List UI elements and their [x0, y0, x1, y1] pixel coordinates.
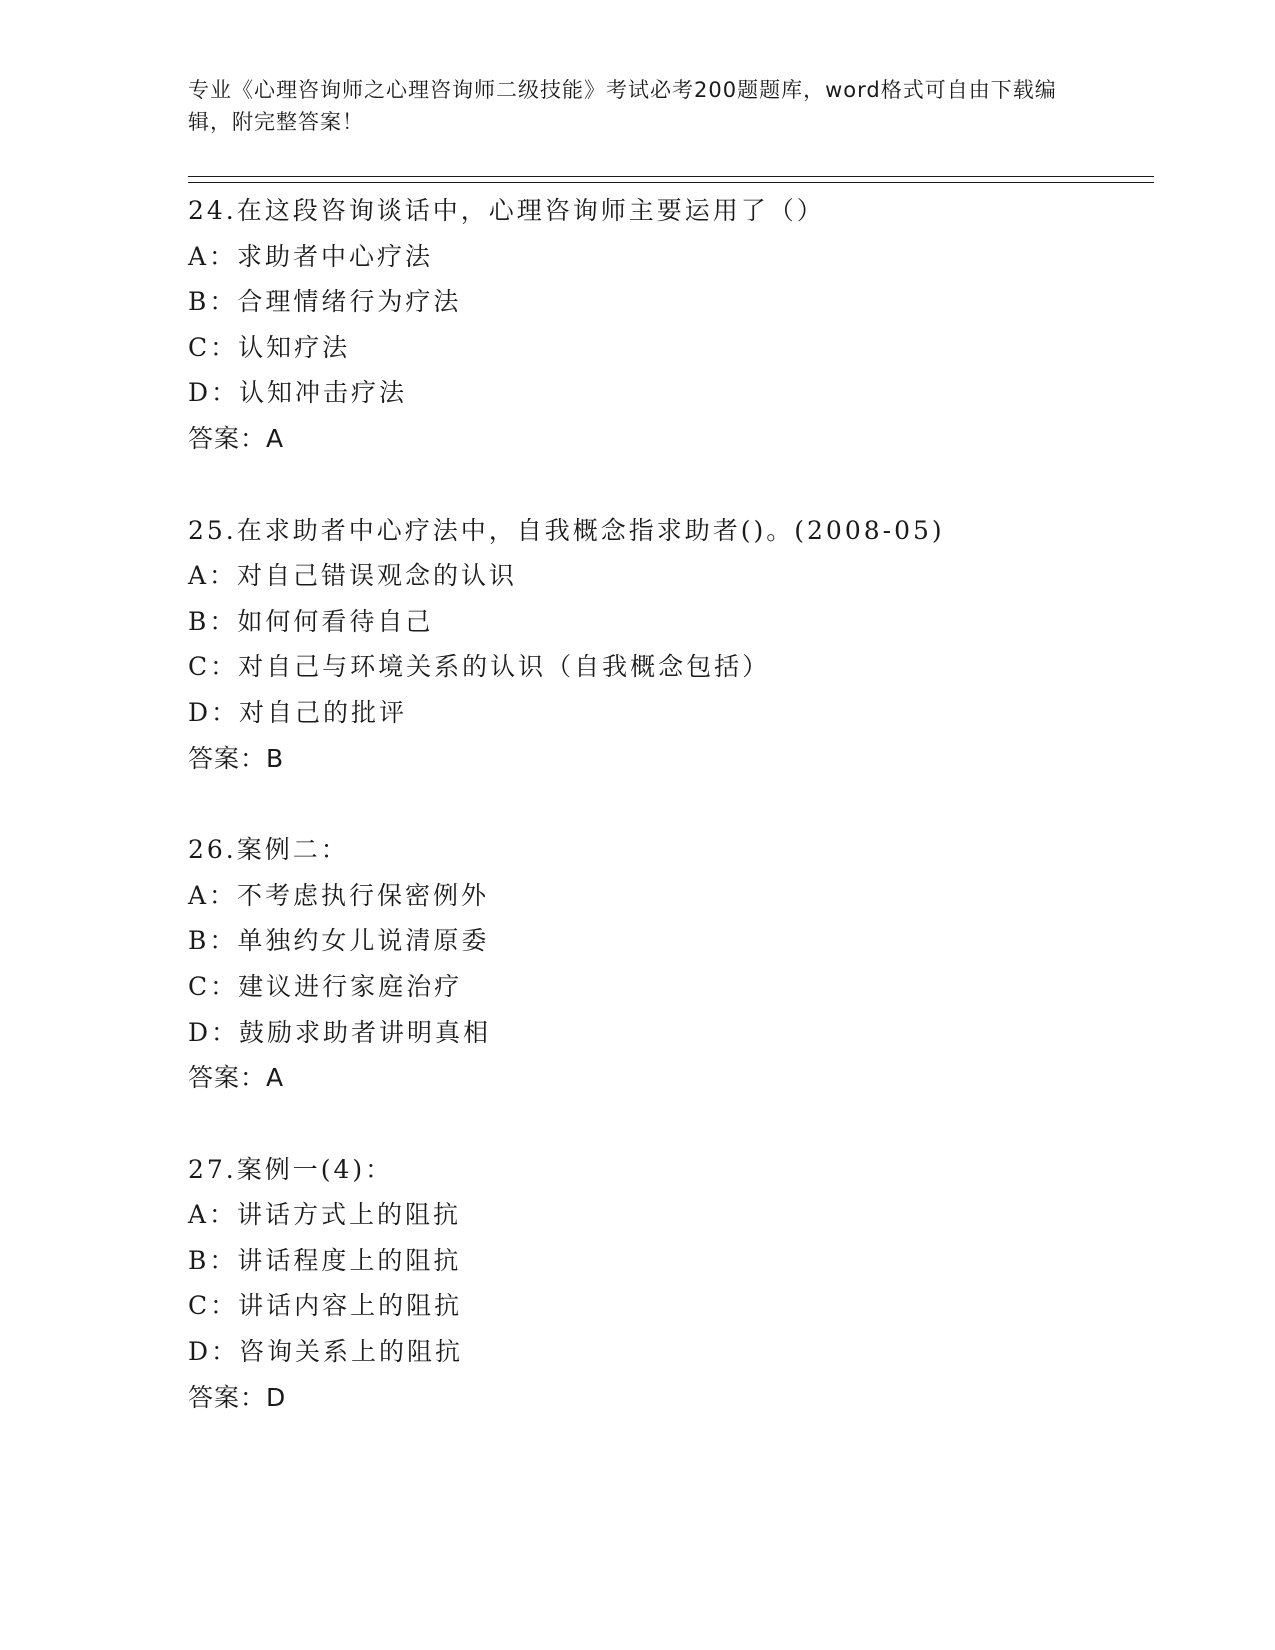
- question-stem: 26.案例二：: [188, 835, 349, 865]
- answer-line: 答案：D: [188, 1382, 287, 1412]
- question-stem: 24.在这段咨询谈话中，心理咨询师主要运用了（）: [188, 196, 825, 225]
- question-list: [188, 188, 1154, 1466]
- option-c: C：讲话内容上的阻抗: [188, 1291, 463, 1321]
- option-a: A：不考虑执行保密例外: [188, 880, 490, 910]
- option-a: A：对自己错误观念的认识: [188, 561, 518, 591]
- question-item: [188, 827, 1154, 1101]
- question-item: [188, 508, 1154, 782]
- document-header: 专业《心理咨询师之心理咨询师二级技能》考试必考200题题库，word格式可自由下载编辑，附完整答案！: [188, 78, 1057, 134]
- answer-line: 答案：A: [188, 423, 285, 453]
- header-divider-bottom: [188, 182, 1154, 183]
- option-a: A：求助者中心疗法: [188, 241, 434, 271]
- question-item: [188, 1147, 1154, 1421]
- option-d: D：咨询关系上的阻抗: [188, 1337, 464, 1367]
- option-d: D：鼓励求助者讲明真相: [188, 1017, 492, 1047]
- option-b: B：单独约女儿说清原委: [188, 926, 490, 956]
- question-stem: 27.案例一(4)：: [188, 1154, 394, 1184]
- option-a: A：讲话方式上的阻抗: [188, 1200, 462, 1230]
- answer-line: 答案：A: [188, 1063, 285, 1093]
- option-c: C：建议进行家庭治疗: [188, 971, 463, 1001]
- option-b: B：合理情绪行为疗法: [188, 287, 462, 317]
- option-d: D：认知冲击疗法: [188, 378, 408, 408]
- header-divider-top: [188, 176, 1154, 177]
- option-c: C：认知疗法: [188, 332, 351, 362]
- option-d: D：对自己的批评: [188, 697, 408, 727]
- option-b: B：如何何看待自己: [188, 606, 434, 636]
- option-c: C：对自己与环境关系的认识（自我概念包括）: [188, 652, 771, 682]
- answer-line: 答案：B: [188, 743, 285, 773]
- question-item: [188, 188, 1154, 462]
- option-b: B：讲话程度上的阻抗: [188, 1245, 462, 1275]
- question-stem: 25.在求助者中心疗法中，自我概念指求助者()。(2008-05): [188, 515, 945, 545]
